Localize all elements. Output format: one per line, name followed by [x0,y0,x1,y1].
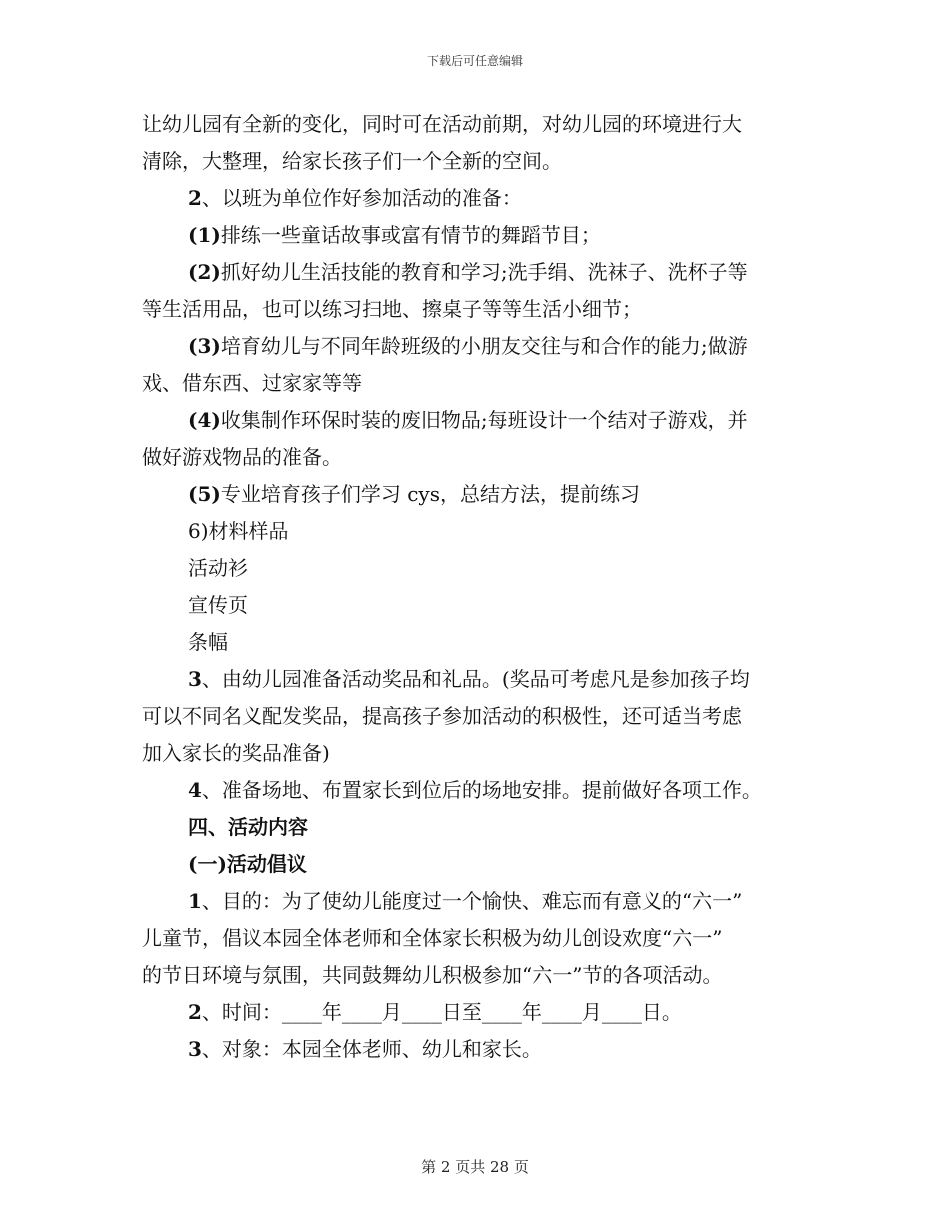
document-body [142,106,810,1068]
line-text: 让幼儿园有全新的变化，同时可在活动前期，对幼儿园的环境进行大 [142,112,742,136]
line-text: 培育幼儿与不同年龄班级的小朋友交往与和合作的能力;做游 [220,334,748,358]
line-text: 、准备场地、布置家长到位后的场地安排。提前做好各项工作。 [201,778,762,802]
line-text: 加入家长的奖品准备) [142,741,330,765]
line-text: 收集制作环保时装的废旧物品;每班设计一个结对子游戏，并 [220,408,748,432]
paragraph-line [142,661,810,698]
line-text: 活动衫 [188,556,248,580]
paragraph-line [142,550,810,587]
paragraph-line [142,624,810,661]
paragraph-line [142,698,810,735]
heading-text: (一)活动倡议 [188,852,307,876]
paragraph-line [142,143,810,180]
line-number: 2 [188,1000,202,1024]
line-number: 2 [188,186,202,210]
paragraph-line [142,106,810,143]
line-number: (3) [188,334,221,358]
line-number: (1) [188,223,221,247]
paragraph-line [142,735,810,772]
paragraph-line [142,365,810,402]
line-text: 抓好幼儿生活技能的教育和学习;洗手绢、洗袜子、洗杯子等 [220,260,748,284]
line-text: 做好游戏物品的准备。 [142,445,342,469]
line-number: 4 [188,778,202,802]
paragraph-line [142,476,810,513]
paragraph-line [142,328,810,365]
paragraph-line [142,217,810,254]
paragraph-line [142,957,810,994]
line-number: (4) [188,408,221,432]
line-text: 清除，大整理，给家长孩子们一个全新的空间。 [142,149,562,173]
line-text: 宣传页 [188,593,248,617]
line-text: 戏、借东西、过家家等等 [142,371,362,395]
paragraph-line [142,254,810,291]
paragraph-line [142,402,810,439]
paragraph-line [142,772,810,809]
paragraph-line [142,513,810,550]
paragraph-line [142,291,810,328]
line-number: (5) [188,482,221,506]
paragraph-line [142,883,810,920]
paragraph-line [142,180,810,217]
line-number: 1 [188,889,202,913]
line-text: 、时间：____年____月____日至____年____月____日。 [201,1000,682,1024]
line-text: 儿童节，倡议本园全体老师和全体家长积极为幼儿创设欢度“六一” [142,926,723,950]
line-number: 3 [188,667,202,691]
line-text: 6)材料样品 [188,519,289,543]
line-text: 专业培育孩子们学习 cys，总结方法，提前练习 [220,482,640,506]
paragraph-line [142,439,810,476]
line-text: 、对象：本园全体老师、幼儿和家长。 [201,1037,542,1061]
line-text: 可以不同名义配发奖品，提高孩子参加活动的积极性，还可适当考虑 [142,704,742,728]
paragraph-line [142,587,810,624]
line-text: 、以班为单位作好参加活动的准备： [201,186,522,210]
section-heading [142,809,810,846]
page-header: 下载后可任意编辑 [426,54,523,68]
subsection-heading [142,846,810,883]
line-text: 的节日环境与氛围，共同鼓舞幼儿积极参加“六一”节的各项活动。 [142,963,723,987]
line-text: 、由幼儿园准备活动奖品和礼品。(奖品可考虑凡是参加孩子均 [201,667,750,691]
paragraph-line [142,994,810,1031]
paragraph-line [142,920,810,957]
line-text: 条幅 [188,630,228,654]
paragraph-line [142,1031,810,1068]
line-text: 、目的：为了使幼儿能度过一个愉快、难忘而有意义的“六一” [201,889,743,913]
heading-text: 四、活动内容 [188,815,308,839]
line-number: 3 [188,1037,202,1061]
line-text: 等生活用品，也可以练习扫地、擦桌子等等生活小细节； [142,297,642,321]
line-text: 排练一些童话故事或富有情节的舞蹈节目； [220,223,601,247]
line-number: (2) [188,260,221,284]
page-footer: 第 2 页共 28 页 [421,1158,529,1176]
